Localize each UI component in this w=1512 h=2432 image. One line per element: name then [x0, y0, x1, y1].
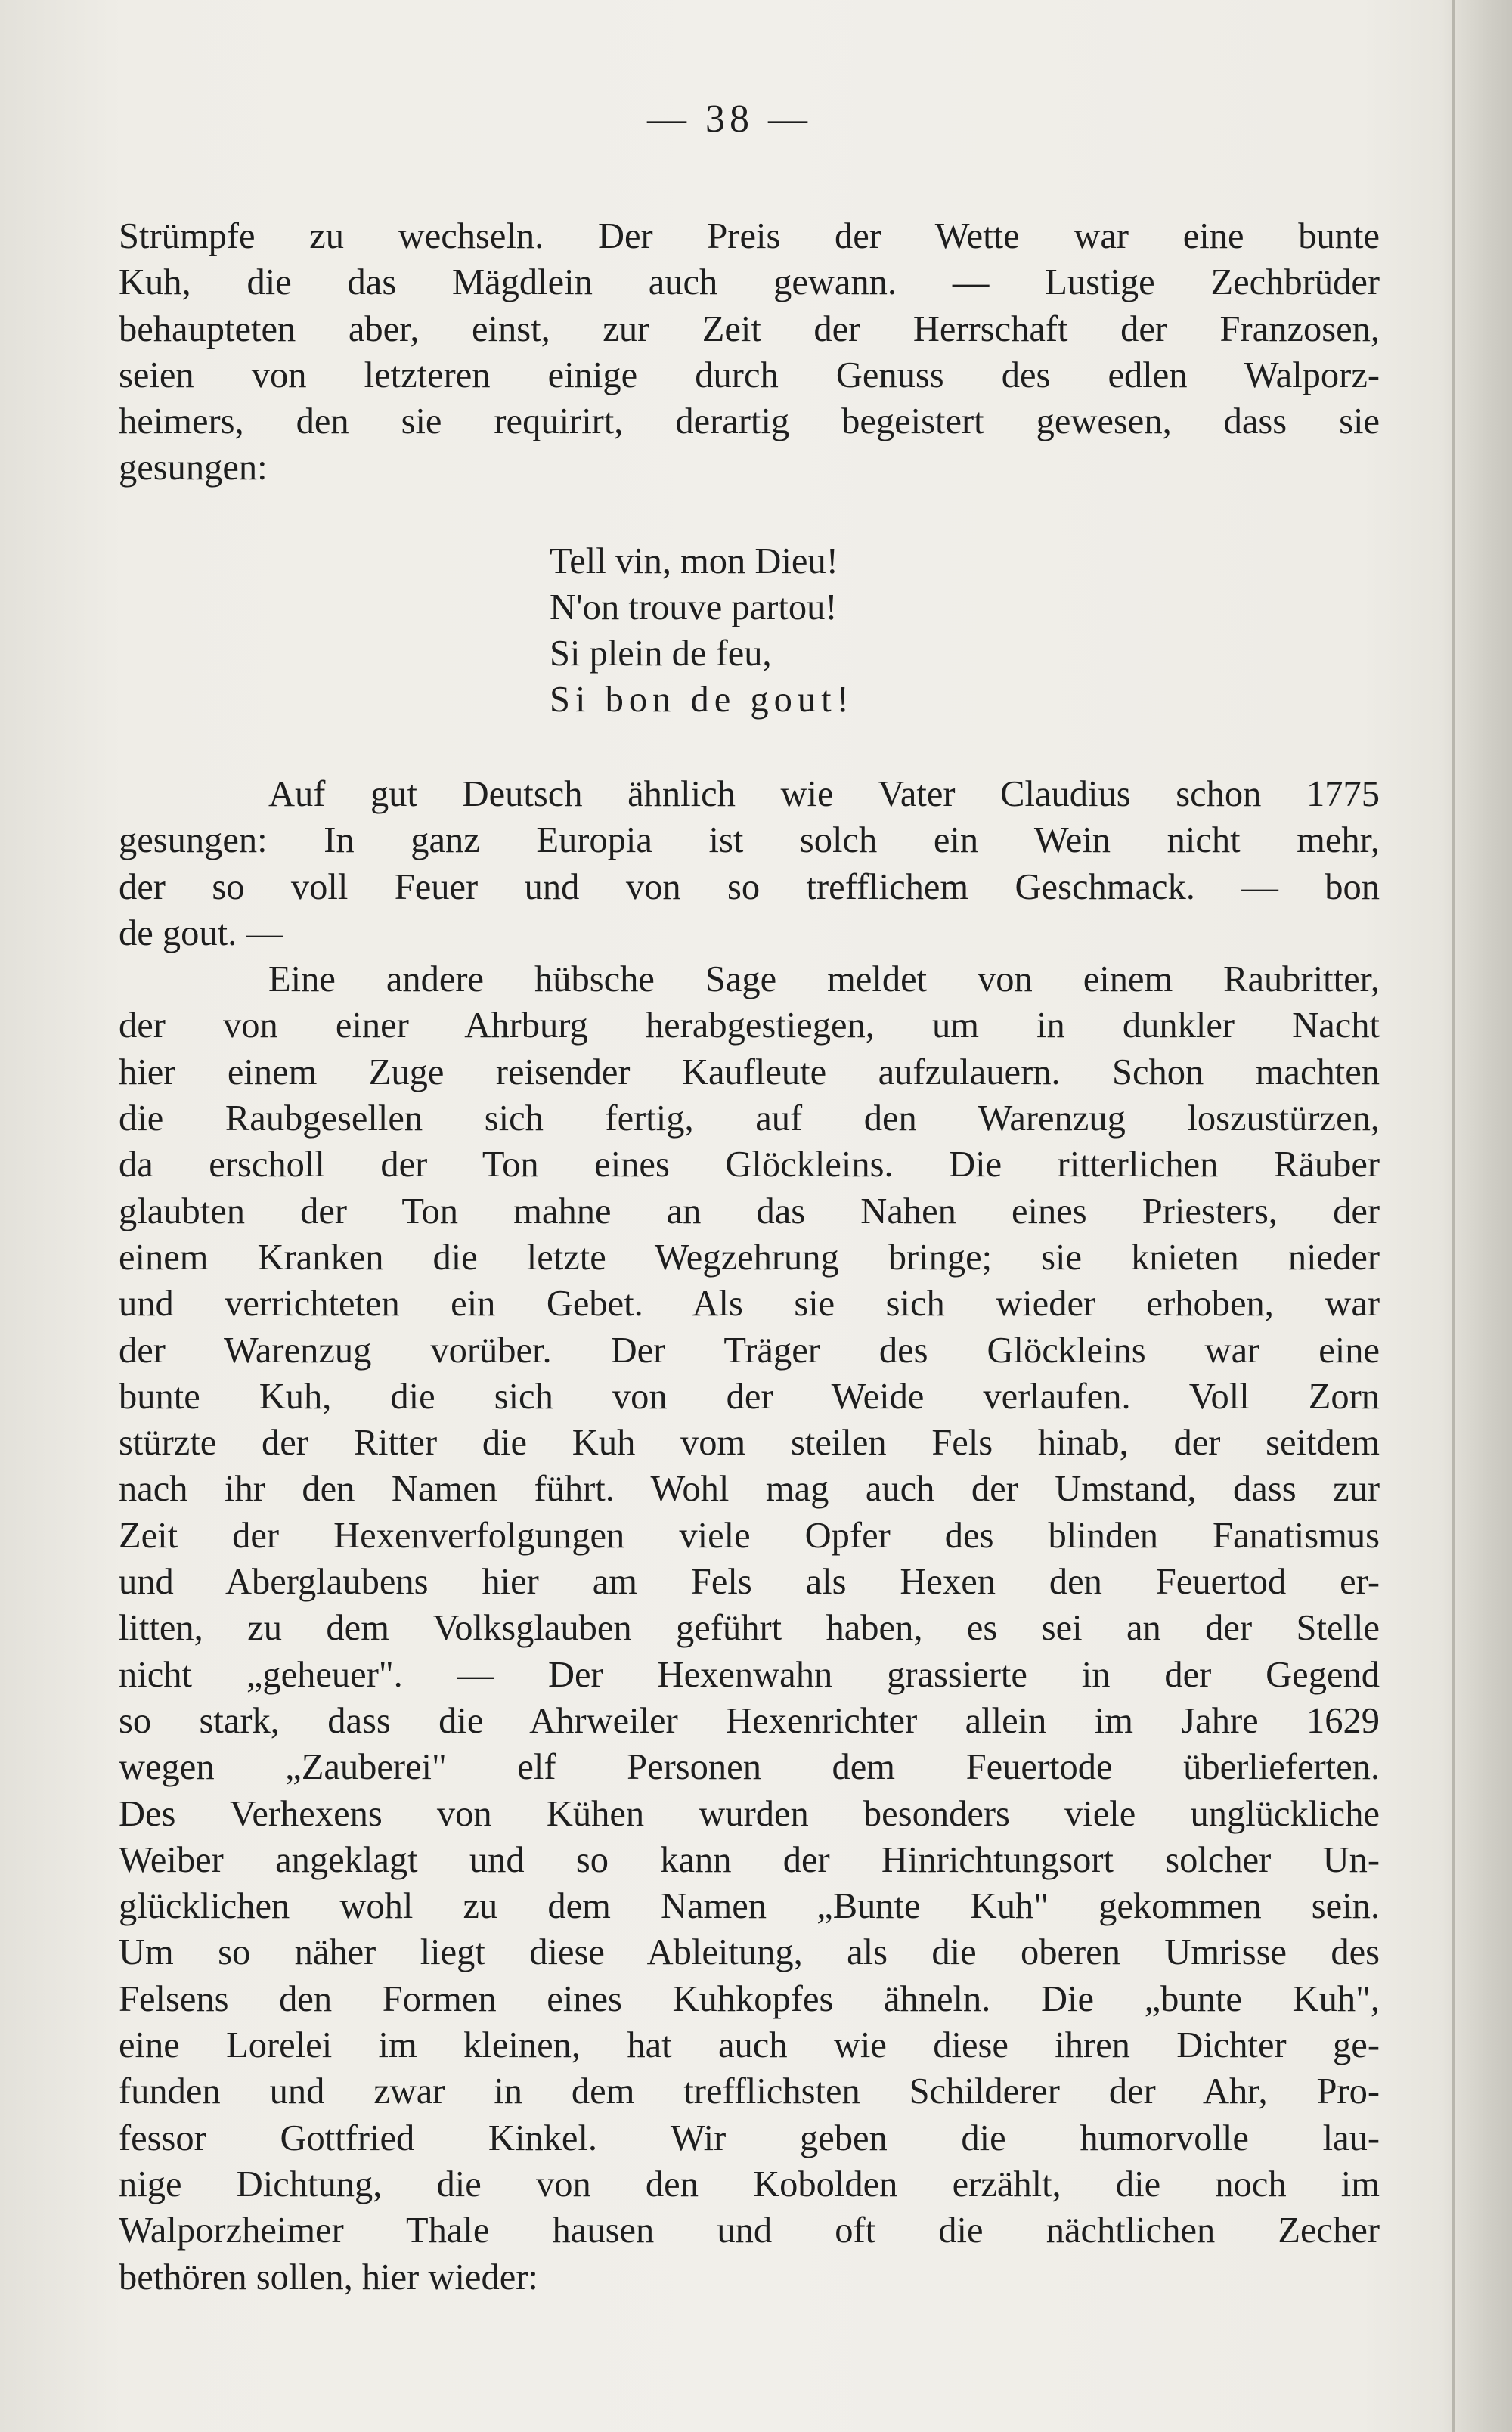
text-line: Strümpfe zu wechseln. Der Preis der Wette war eine bunte — [119, 216, 1380, 256]
text-line: Auf gut Deutsch ähnlich wie Vater Claudius schon 1775 — [268, 774, 1380, 814]
text-line: die Raubgesellen sich fertig, auf den Warenzug loszustürzen, — [119, 1098, 1380, 1139]
text-line: bethören sollen, hier wieder: — [119, 2257, 538, 2297]
text-line: glücklichen wohl zu dem Namen „Bunte Kuh" gekommen sein. — [119, 1886, 1380, 1927]
text-line: eine Lorelei im kleinen, hat auch wie diese ihren Dichter ge- — [119, 2025, 1380, 2066]
text-line: funden und zwar in dem trefflichsten Schilderer der Ahr, Pro- — [119, 2071, 1380, 2112]
text-line: heimers, den sie requirirt, derartig begeistert gewesen, dass sie — [119, 401, 1380, 442]
poem-line: N'on trouve partou! — [550, 587, 838, 627]
text-line: gesungen: — [119, 448, 268, 488]
text-line: behaupteten aber, einst, zur Zeit der Herrschaft der Franzosen, — [119, 308, 1380, 349]
paragraph-1 — [119, 213, 1380, 491]
paragraph-2-3 — [119, 771, 1380, 2300]
text-line: Zeit der Hexenverfolgungen viele Opfer des blinden Fanatismus — [119, 1515, 1380, 1556]
text-line: litten, zu dem Volksglauben geführt haben, es sei an der Stelle — [119, 1608, 1380, 1649]
text-line: da erscholl der Ton eines Glöckleins. Die ritterlichen Räuber — [119, 1145, 1380, 1185]
text-line: wegen „Zauberei" elf Personen dem Feuertode überlieferten. — [119, 1747, 1380, 1788]
text-line: Des Verhexens von Kühen wurden besonders viele unglückliche — [119, 1793, 1380, 1834]
text-line: seien von letzteren einige durch Genuss des edlen Walporz- — [119, 355, 1380, 395]
text-line: und Aberglaubens hier am Fels als Hexen den Feuertod er- — [119, 1562, 1380, 1603]
text-line: Weiber angeklagt und so kann der Hinrichtungsort solcher Un- — [119, 1839, 1380, 1880]
text-line: hier einem Zuge reisender Kaufleute aufzulauern. Schon machten — [119, 1052, 1380, 1092]
text-line: glaubten der Ton mahne an das Nahen eines Priesters, der — [119, 1191, 1380, 1231]
text-line: nach ihr den Namen führt. Wohl mag auch der Umstand, dass zur — [119, 1469, 1380, 1510]
text-line: stürzte der Ritter die Kuh vom steilen Fels hinab, der seitdem — [119, 1423, 1380, 1464]
text-line: Walporzheimer Thale hausen und oft die nächtlichen Zecher — [119, 2210, 1380, 2251]
text-line: gesungen: In ganz Europia ist solch ein Wein nicht mehr, — [119, 820, 1380, 861]
page-edge-line — [1452, 0, 1455, 2432]
text-line: fessor Gottfried Kinkel. Wir geben die humorvolle lau- — [119, 2118, 1380, 2158]
text-line: nicht „geheuer". — Der Hexenwahn grassierte in der Gegend — [119, 1654, 1380, 1695]
text-line: Um so näher liegt diese Ableitung, als die oberen Umrisse des — [119, 1932, 1380, 1973]
poem-line: Si bon de gout! — [550, 680, 854, 720]
poem-line: Si plein de feu, — [550, 634, 772, 674]
text-line: der von einer Ahrburg herabgestiegen, um in dunkler Nacht — [119, 1005, 1380, 1046]
page-number: — 38 — — [647, 98, 812, 141]
text-line: Eine andere hübsche Sage meldet von einem Raubritter, — [268, 959, 1380, 1000]
text-line: bunte Kuh, die sich von der Weide verlaufen. Voll Zorn — [119, 1376, 1380, 1417]
text-line: und verrichteten ein Gebet. Als sie sich wieder erhoben, war — [119, 1284, 1380, 1324]
text-line: nige Dichtung, die von den Kobolden erzählt, die noch im — [119, 2164, 1380, 2204]
text-line: einem Kranken die letzte Wegzehrung bringe; sie knieten nieder — [119, 1237, 1380, 1278]
text-line: Kuh, die das Mägdlein auch gewann. — Lustige Zechbrüder — [119, 262, 1380, 303]
text-line: der Warenzug vorüber. Der Träger des Glöckleins war eine — [119, 1330, 1380, 1371]
poem-stanza — [550, 538, 854, 723]
poem-line: Tell vin, mon Dieu! — [550, 541, 838, 581]
text-line: so stark, dass die Ahrweiler Hexenrichter allein im Jahre 1629 — [119, 1700, 1380, 1741]
text-line: der so voll Feuer und von so trefflichem Geschmack. — bon — [119, 866, 1380, 907]
text-line: de gout. — — [119, 912, 283, 953]
text-line: Felsens den Formen eines Kuhkopfes ähneln. Die „bunte Kuh", — [119, 1978, 1380, 2019]
